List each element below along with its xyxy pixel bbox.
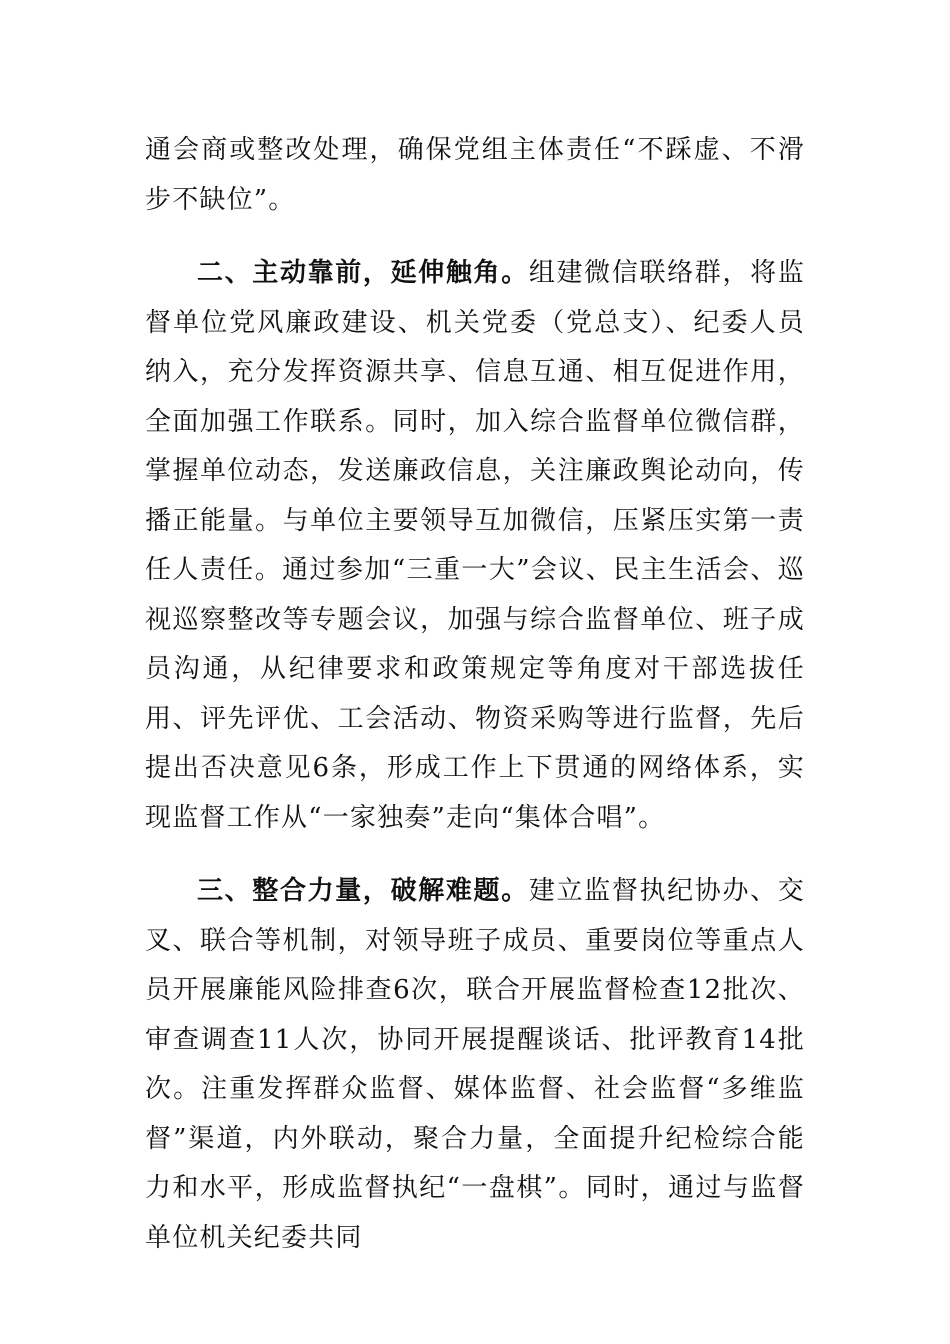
paragraph-text: 通会商或整改处理，确保党组主体责任“不踩虚、不滑步不缺位”。: [145, 135, 805, 215]
paragraph-text: 建立监督执纪协办、交叉、联合等机制，对领导班子成员、重要岗位等重点人员开展廉能风险排查6次，联合开展监督检查12批次、审查调查11人次，协同开展提醒谈话、批评教育14批次。注重发挥群众监督、媒体监督、社会监督“多维监督”渠道，内外联动，聚合力量，全面提升纪检综合能力和水平，形成监督执纪“一盘棋”。同时，通过与监督单位机关纪委共同: [145, 876, 805, 1253]
paragraph-section-three: [145, 867, 805, 1263]
paragraph-text: 组建微信联络群，将监督单位党风廉政建设、机关党委（党总支）、纪委人员纳入，充分发挥资源共享、信息互通、相互促进作用，全面加强工作联系。同时，加入综合监督单位微信群，掌握单位动态，发送廉政信息，关注廉政舆论动向，传播正能量。与单位主要领导互加微信，压紧压实第一责任人责任。通过参加“三重一大”会议、民主生活会、巡视巡察整改等专题会议，加强与综合监督单位、班子成员沟通，从纪律要求和政策规定等角度对干部选拔任用、评先评优、工会活动、物资采购等进行监督，先后提出否决意见6条，形成工作上下贯通的网络体系，实现监督工作从“一家独奏”走向“集体合唱”。: [145, 258, 805, 833]
section-heading: 三、整合力量，破解难题。: [197, 876, 529, 906]
section-heading: 二、主动靠前，延伸触角。: [197, 258, 529, 288]
paragraph-continuation: [145, 126, 805, 225]
document-body: [145, 126, 805, 1263]
paragraph-section-two: [145, 249, 805, 843]
